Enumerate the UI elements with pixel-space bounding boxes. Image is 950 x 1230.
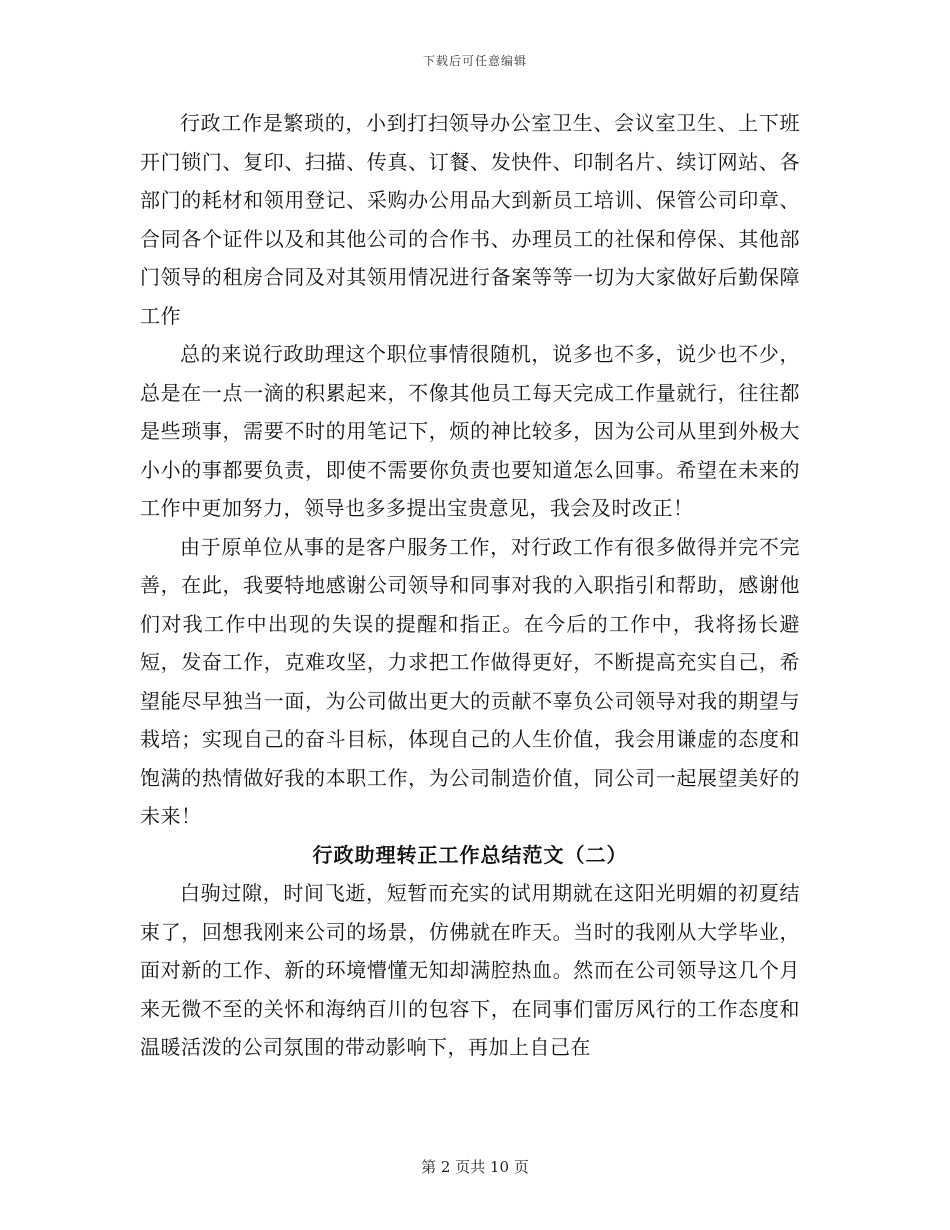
section-title: 行政助理转正工作总结范文（二） [312, 842, 628, 867]
page-number: 第 2 页共 10 页 [421, 1158, 529, 1176]
paragraph-2: 总的来说行政助理这个职位事情很随机，说多也不多，说少也不少，总是在一点一滴的积累起来，不像其他员工每天完成工作量就行，往往都是些琐事，需要不时的用笔记下，烦的神比较多，因为公司从里到外极大小小的事都要负责，即使不需要你负责也要知道怎么回事。希望在未来的工作中更加努力，领导也多多提出宝贵意见，我会及时改正！ [140, 342, 800, 520]
document-body [140, 104, 800, 1067]
section-paragraph: 白驹过隙，时间飞逝，短暂而充实的试用期就在这阳光明媚的初夏结束了，回想我刚来公司的场景，仿佛就在昨天。当时的我刚从大学毕业，面对新的工作、新的环境懵懂无知却满腔热血。然而在公司领导这几个月来无微不至的关怀和海纳百川的包容下，在同事们雷厉风行的工作态度和温暖活泼的公司氛围的带动影响下，再加上自己在 [140, 881, 800, 1059]
paragraph-1: 行政工作是繁琐的，小到打扫领导办公室卫生、会议室卫生、上下班开门锁门、复印、扫描、传真、订餐、发快件、印制名片、续订网站、各部门的耗材和领用登记、采购办公用品大到新员工培训、保管公司印章、合同各个证件以及和其他公司的合作书、办理员工的社保和停保、其他部门领导的租房合同及对其领用情况进行备案等等一切为大家做好后勤保障工作 [140, 111, 800, 328]
page-header-note: 下载后可任意编辑 [422, 54, 527, 68]
paragraph-3: 由于原单位从事的是客户服务工作，对行政工作有很多做得并完不完善，在此，我要特地感谢公司领导和同事对我的入职指引和帮助，感谢他们对我工作中出现的失误的提醒和指正。在今后的工作中，我将扬长避短，发奋工作，克难攻坚，力求把工作做得更好，不断提高充实自己，希望能尽早独当一面，为公司做出更大的贡献不辜负公司领导对我的期望与栽培；实现自己的奋斗目标，体现自己的人生价值，我会用谦虚的态度和饱满的热情做好我的本职工作，为公司制造价值，同公司一起展望美好的未来！ [140, 534, 800, 828]
